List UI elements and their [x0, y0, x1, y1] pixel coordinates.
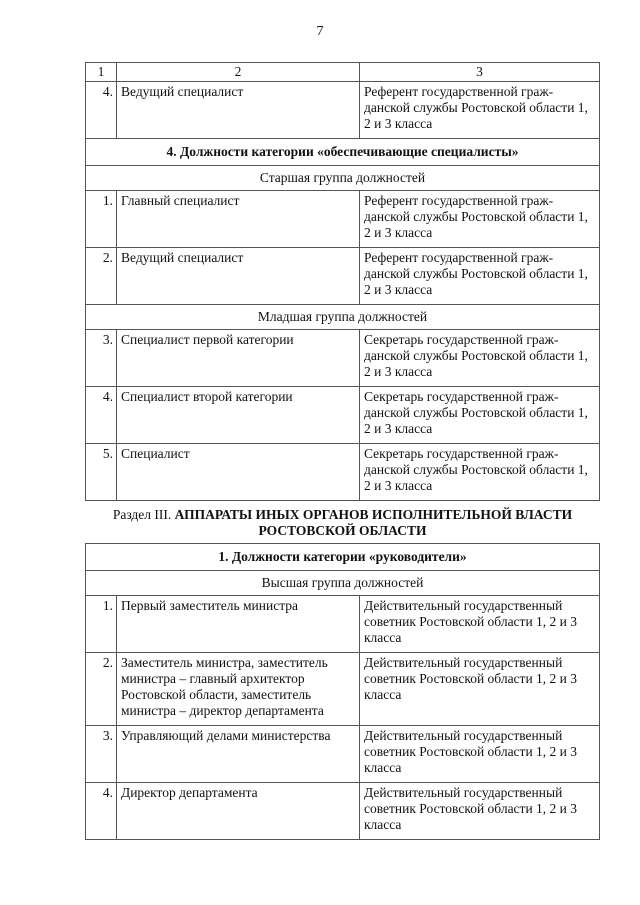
class-rank: Действительный государственный советник Ростовской области 1, 2 и 3 класса — [360, 783, 600, 840]
position-title: Директор департамента — [117, 783, 360, 840]
section-heading-row — [86, 501, 600, 544]
group-heading-row — [86, 166, 600, 191]
header-col-1: 1 — [86, 63, 117, 82]
position-title: Управляющий делами министерства — [117, 726, 360, 783]
class-rank: Секретарь государственной граж-данской службы Ростовской области 1, 2 и 3 класса — [360, 444, 600, 501]
position-title: Специалист первой категории — [117, 330, 360, 387]
class-rank: Секретарь государственной граж-данской службы Ростовской области 1, 2 и 3 класса — [360, 330, 600, 387]
position-title: Ведущий специалист — [117, 82, 360, 139]
row-number: 3. — [86, 330, 117, 387]
row-number: 3. — [86, 726, 117, 783]
header-col-2: 2 — [117, 63, 360, 82]
row-number: 4. — [86, 387, 117, 444]
category-heading-row — [86, 139, 600, 166]
class-rank: Референт государственной граж-данской службы Ростовской области 1, 2 и 3 класса — [360, 82, 600, 139]
category-heading-row — [86, 544, 600, 571]
class-rank: Действительный государственный советник Ростовской области 1, 2 и 3 класса — [360, 653, 600, 726]
row-number: 5. — [86, 444, 117, 501]
group-heading-row — [86, 571, 600, 596]
table-row — [86, 653, 600, 726]
row-number: 2. — [86, 653, 117, 726]
group-heading: Старшая группа должностей — [86, 166, 600, 191]
table-row — [86, 444, 600, 501]
section-heading-title: АППАРАТЫ ИНЫХ ОРГАНОВ ИСПОЛНИТЕЛЬНОЙ ВЛАСТИ РОСТОВСКОЙ ОБЛАСТИ — [174, 507, 573, 538]
class-rank: Действительный государственный советник Ростовской области 1, 2 и 3 класса — [360, 596, 600, 653]
class-rank: Референт государственной граж-данской службы Ростовской области 1, 2 и 3 класса — [360, 191, 600, 248]
class-rank: Референт государственной граж-данской службы Ростовской области 1, 2 и 3 класса — [360, 248, 600, 305]
section-heading — [86, 501, 600, 544]
row-number: 1. — [86, 596, 117, 653]
table-row — [86, 248, 600, 305]
row-number: 4. — [86, 783, 117, 840]
category-heading: 1. Должности категории «руководители» — [86, 544, 600, 571]
table-row — [86, 330, 600, 387]
positions-table — [85, 62, 600, 840]
position-title: Специалист второй категории — [117, 387, 360, 444]
table-row — [86, 783, 600, 840]
page-number: 7 — [316, 24, 324, 39]
position-title: Первый заместитель министра — [117, 596, 360, 653]
section-heading-prefix: Раздел III. — [112, 507, 172, 522]
header-col-3: 3 — [360, 63, 600, 82]
table-header-row — [86, 63, 600, 82]
row-number: 4. — [86, 82, 117, 139]
row-number: 1. — [86, 191, 117, 248]
table-row — [86, 387, 600, 444]
group-heading: Младшая группа должностей — [86, 305, 600, 330]
category-heading: 4. Должности категории «обеспечивающие специалисты» — [86, 139, 600, 166]
table-row — [86, 82, 600, 139]
row-number: 2. — [86, 248, 117, 305]
table-row — [86, 191, 600, 248]
group-heading-row — [86, 305, 600, 330]
group-heading: Высшая группа должностей — [86, 571, 600, 596]
position-title: Ведущий специалист — [117, 248, 360, 305]
position-title: Главный специалист — [117, 191, 360, 248]
class-rank: Секретарь государственной граж-данской службы Ростовской области 1, 2 и 3 класса — [360, 387, 600, 444]
position-title: Заместитель министра, заместитель министра – главный архитектор Ростовской области, заместитель министра – директор департамента — [117, 653, 360, 726]
table-row — [86, 596, 600, 653]
class-rank: Действительный государственный советник Ростовской области 1, 2 и 3 класса — [360, 726, 600, 783]
position-title: Специалист — [117, 444, 360, 501]
table-row — [86, 726, 600, 783]
